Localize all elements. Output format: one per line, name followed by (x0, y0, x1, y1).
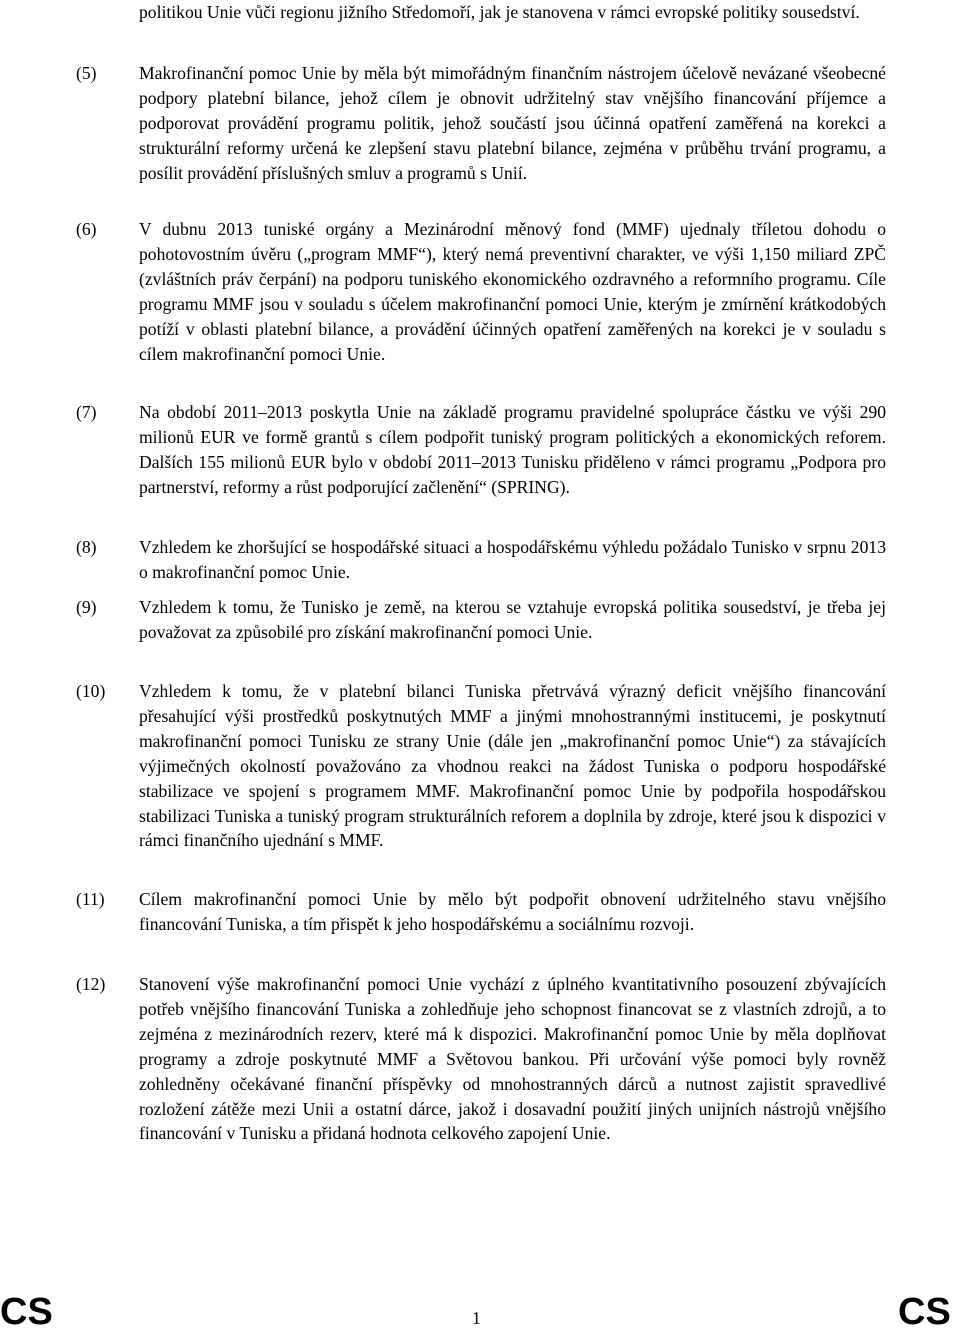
paragraph-text: Cílem makrofinanční pomoci Unie by mělo být podpořit obnovení udržitelného stavu vnějšího financování Tuniska, a tím přispět k jeho hospodářskému a sociálnímu rozvoji. (139, 889, 886, 934)
paragraph-number: (6) (76, 219, 97, 239)
paragraph-text: Stanovení výše makrofinanční pomoci Unie vychází z úplného kvantitativního posouzení zbývajících potřeb vnějšího financování Tuniska a zohledňuje jeho schopnost financovat se z vlastních zdrojů, a to zejména z mezinárodních rezerv, které má k dispozici. Makrofinanční pomoc Unie by měla doplňovat programy a zdroje poskytnuté MMF a Světovou bankou. Při určování výše pomoci byly rovněž zohledněny očekávané finanční příspěvky od mnohostranných dárců a nutnost zajistit spravedlivé rozložení zátěže mezi Unii a ostatní dárce, jakož i dosavadní použití jiných unijních nástrojů vnějšího financování v Tunisku a přidaná hodnota celkového zapojení Unie. (139, 974, 886, 1144)
continuation-text: politikou Unie vůči regionu jižního Středomoří, jak je stanovena v rámci evropské politiky sousedství. (139, 2, 860, 22)
paragraph-number: (9) (76, 597, 97, 617)
footer-language-left: CS (0, 1291, 53, 1333)
paragraph-text: V dubnu 2013 tuniské orgány a Mezinárodní měnový fond (MMF) ujednaly tříletou dohodu o pohotovostním úvěru („program MMF“), který nemá preventivní charakter, ve výši 1,150 miliard ZPČ (zvláštních práv čerpání) na podporu tuniského ekonomického ozdravného a reformního programu. Cíle programu MMF jsou v souladu s účelem makrofinanční pomoci Unie, kterým je zmírnění krátkodobých potíží v oblasti platební bilance, a provádění účinných opatření zaměřených na korekci je v souladu s cílem makrofinanční pomoci Unie. (139, 219, 886, 364)
paragraph-number: (10) (76, 681, 106, 701)
paragraph-number: (5) (76, 63, 97, 83)
paragraph-text: Vzhledem k tomu, že v platební bilanci Tuniska přetrvává výrazný deficit vnějšího financování přesahující výši prostředků poskytnutých MMF a jinými mnohostrannými institucemi, je poskytnutí makrofinanční pomoci Tunisku ze strany Unie (dále jen „makrofinanční pomoc Unie“) za stávajících výjimečných okolností považováno za vhodnou reakci na žádost Tuniska o podporu hospodářské stabilizace ve spojení s programem MMF. Makrofinanční pomoc Unie by podpořila hospodářskou stabilizaci Tuniska a tuniský program strukturálních reforem a doplnila by zdroje, které jsou k dispozici v rámci finančního ujednání s MMF. (139, 681, 886, 851)
paragraph-text: Na období 2011–2013 poskytla Unie na základě programu pravidelné spolupráce částku ve výši 290 milionů EUR ve formě grantů s cílem podpořit tuniský program politických a ekonomických reforem. Dalších 155 milionů EUR bylo v období 2011–2013 Tunisku přiděleno v rámci programu „Podpora pro partnerství, reformy a růst podporující začlenění“ (SPRING). (139, 402, 886, 497)
paragraph-number: (8) (76, 537, 97, 557)
paragraph-text: Makrofinanční pomoc Unie by měla být mimořádným finančním nástrojem účelově nevázané všeobecné podpory platební bilance, jehož cílem je obnovit udržitelný stav vnějšího financování příjemce a podporovat provádění programu politik, jehož součástí jsou účinná opatření zaměřená na korekci a strukturální reformy určená ke zlepšení stavu platební bilance, zejména v průběhu trvání programu, a posílit provádění příslušných smluv a programů s Unií. (139, 63, 886, 183)
paragraph-text: Vzhledem k tomu, že Tunisko je země, na kterou se vztahuje evropská politika sousedství, je třeba jej považovat za způsobilé pro získání makrofinanční pomoci Unie. (139, 597, 886, 642)
paragraph-number: (7) (76, 402, 97, 422)
paragraph-number: (11) (76, 889, 105, 909)
paragraph-text: Vzhledem ke zhoršující se hospodářské situaci a hospodářskému výhledu požádalo Tunisko v srpnu 2013 o makrofinanční pomoc Unie. (139, 537, 886, 582)
page-number: 1 (472, 1308, 481, 1328)
footer-language-right: CS (898, 1291, 951, 1333)
paragraph-number: (12) (76, 974, 106, 994)
